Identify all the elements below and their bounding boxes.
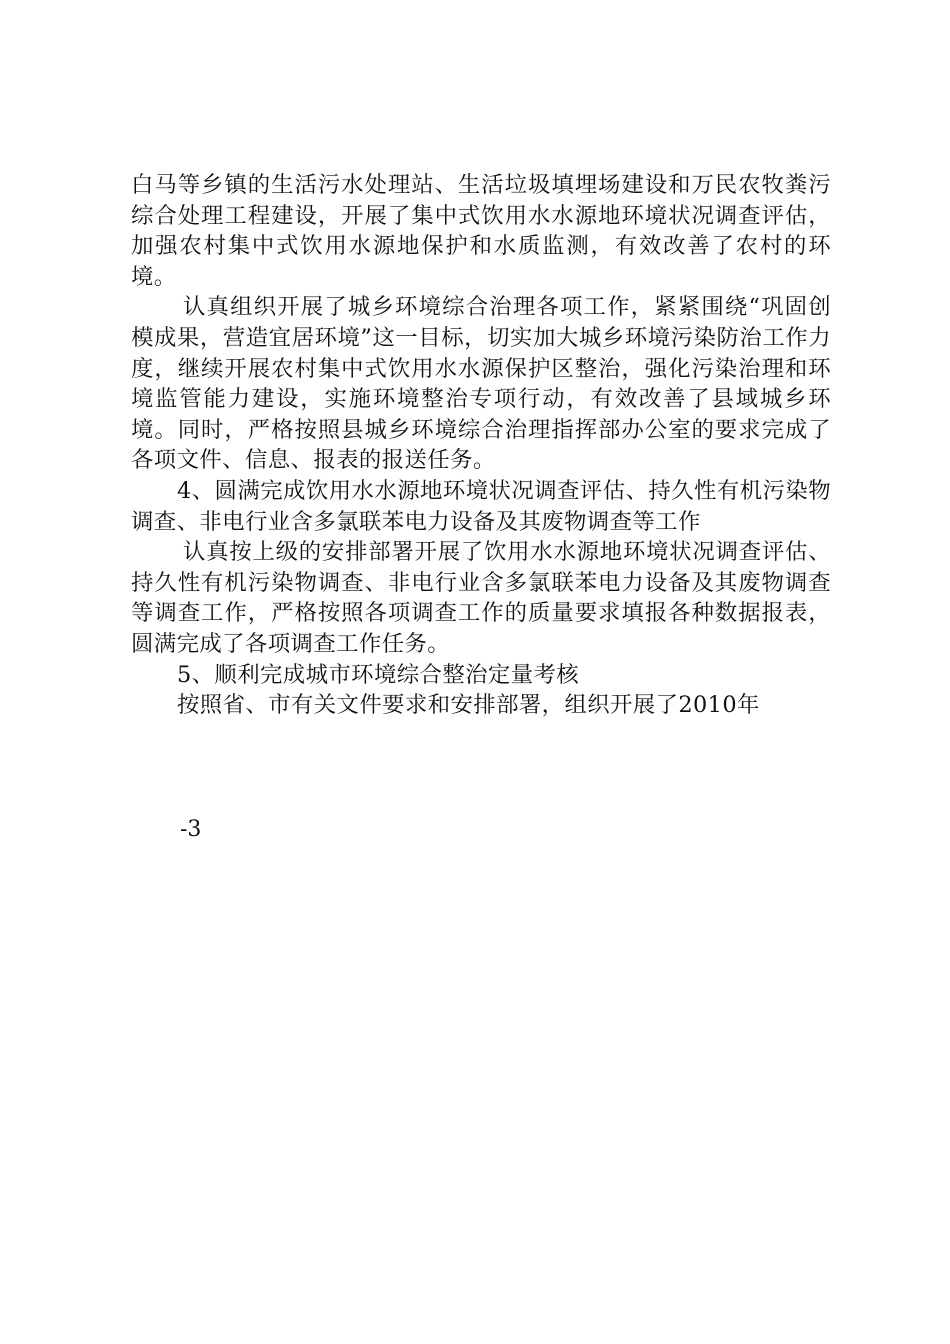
paragraph-urban-rural-governance: 认真组织开展了城乡环境综合治理各项工作，紧紧围绕“巩固创模成果，营造宜居环境”这一目标，切实加大城乡环境污染防治工作力度，继续开展农村集中式饮用水水源保护区整治，强化污染治理和环境监管能力建设，实施环境整治专项行动，有效改善了县域城乡环境。同时，严格按照县城乡环境综合治理指挥部办公室的要求完成了各项文件、信息、报表的报送任务。 — [131, 294, 831, 474]
section-heading-5: 5、顺利完成城市环境综合整治定量考核 — [177, 661, 580, 688]
paragraph-continued: 白马等乡镇的生活污水处理站、生活垃圾填埋场建设和万民农牧粪污综合处理工程建设，开展了集中式饮用水水源地环境状况调查评估，加强农村集中式饮用水源地保护和水质监测，有效改善了农村的环境。 — [131, 172, 831, 290]
paragraph-assessment-start: 按照省、市有关文件要求和安排部署，组织开展了2010年 — [177, 692, 760, 719]
paragraph-survey-work: 认真按上级的安排部署开展了饮用水水源地环境状况调查评估、持久性有机污染物调查、非电行业含多氯联苯电力设备及其废物调查等调查工作，严格按照各项调查工作的质量要求填报各种数据报表，圆满完成了各项调查工作任务。 — [131, 539, 831, 657]
section-heading-4: 4、圆满完成饮用水水源地环境状况调查评估、持久性有机污染物调查、非电行业含多氯联苯电力设备及其废物调查等工作 — [131, 477, 831, 535]
page-number: -3 — [180, 817, 202, 842]
document-body — [131, 170, 831, 721]
